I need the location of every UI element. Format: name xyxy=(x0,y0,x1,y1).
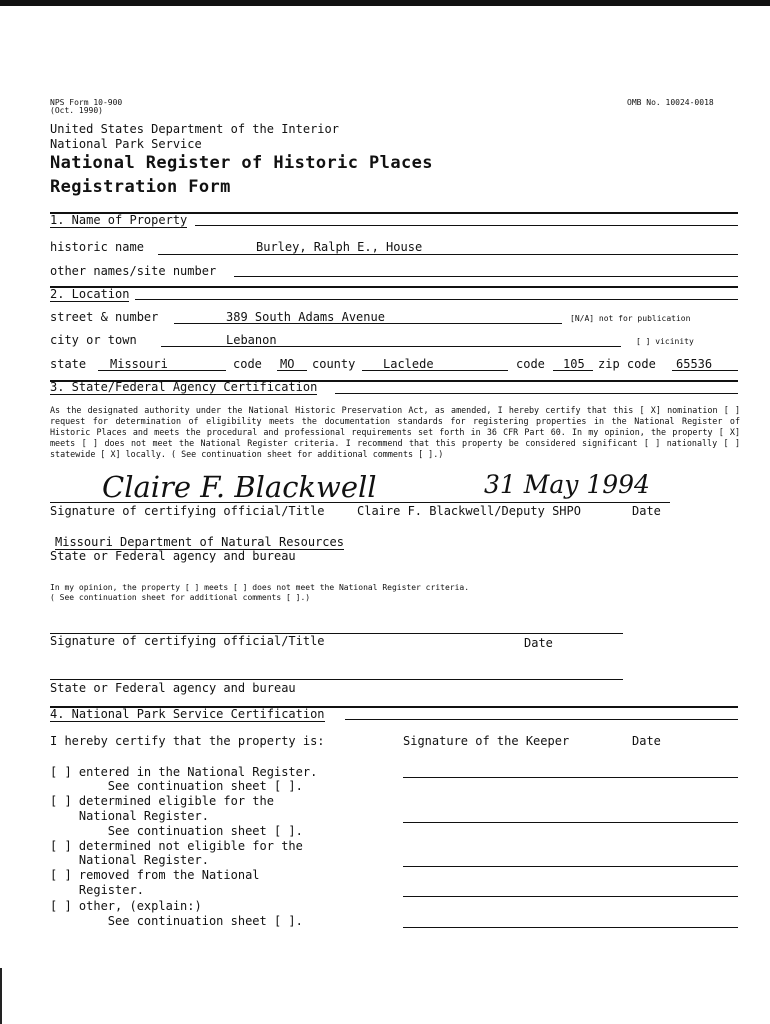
checkbox-eligible: [ ] determined eligible for the xyxy=(50,794,274,808)
keeper-signature-label: Signature of the Keeper xyxy=(403,734,570,748)
section-3-heading: 3. State/Federal Agency Certification xyxy=(50,380,318,394)
section-2-heading: 2. Location xyxy=(50,287,130,301)
form-date: (Oct. 1990) xyxy=(50,106,103,115)
not-eligible-line2: National Register. xyxy=(50,853,209,867)
handwritten-signature: Claire F. Blackwell xyxy=(102,470,377,504)
section-rule xyxy=(345,719,738,720)
opinion-line2: ( See continuation sheet for additional comments [ ].) xyxy=(50,593,311,602)
state-value: Missouri xyxy=(110,357,168,371)
city-town-value: Lebanon xyxy=(226,333,277,347)
signature-official-label: Signature of certifying official/Title xyxy=(50,504,325,518)
agency-name: Missouri Department of Natural Resources xyxy=(55,535,344,549)
removed-line2: Register. xyxy=(50,883,144,897)
section-4-heading: 4. National Park Service Certification xyxy=(50,707,325,721)
continuation-1: See continuation sheet [ ]. xyxy=(50,779,303,793)
keeper-line-3 xyxy=(403,866,738,867)
keeper-line-2 xyxy=(403,822,738,823)
code-label: code xyxy=(233,357,262,371)
section-1-heading: 1. Name of Property xyxy=(50,213,188,227)
section-rule xyxy=(195,225,738,226)
continuation-5: See continuation sheet [ ]. xyxy=(50,914,303,928)
date-label: Date xyxy=(632,504,661,518)
checkbox-other: [ ] other, (explain:) xyxy=(50,899,202,913)
section-rule xyxy=(50,286,738,288)
handwritten-date: 31 May 1994 xyxy=(484,470,650,499)
agency-label-2: State or Federal agency and bureau xyxy=(50,681,296,695)
certify-statement: I hereby certify that the property is: xyxy=(50,734,325,748)
date-label-2: Date xyxy=(524,636,553,650)
historic-name-label: historic name xyxy=(50,240,144,254)
omb-number: OMB No. 10024-0018 xyxy=(627,98,714,107)
keeper-line-1 xyxy=(403,777,738,778)
county-code-value: 105 xyxy=(563,357,585,371)
signature-line xyxy=(50,502,670,503)
other-names-label: other names/site number xyxy=(50,264,217,278)
state-code-value: MO xyxy=(280,357,295,371)
keeper-line-4 xyxy=(403,896,738,897)
street-number-label: street & number xyxy=(50,310,159,324)
not-for-publication: [N/A] not for publication xyxy=(570,314,691,323)
certifying-official-name: Claire F. Blackwell/Deputy SHPO xyxy=(357,504,581,518)
section-rule xyxy=(135,299,738,300)
checkbox-removed: [ ] removed from the National xyxy=(50,868,260,882)
section-rule xyxy=(335,393,738,394)
state-label: state xyxy=(50,357,87,371)
form-title-line2: Registration Form xyxy=(50,177,231,197)
keeper-date-label: Date xyxy=(632,734,661,748)
scan-top-border xyxy=(0,0,770,6)
vicinity-label: [ ] vicinity xyxy=(636,337,694,346)
certification-paragraph: As the designated authority under the National Historic Preservation Act, as amended, I hereby certify that this [ X] nomination [ ] request for determination of eligibility meets the documentation standards for registering properties in the National Register of Historic Places and meets the procedural and professional requirements set forth in 36 CFR Part 60. In my opinion, the property [ X] meets [ ] does not meet the National Register criteria. I recommend that this property be considered significant [ ] nationally [ ] statewide [ X] locally. ( See continuation sheet for additional comments [ ].) xyxy=(50,405,740,459)
checkbox-entered: [ ] entered in the National Register. xyxy=(50,765,318,779)
service-name: National Park Service xyxy=(50,137,202,151)
keeper-line-5 xyxy=(403,927,738,928)
signature-official-label-2: Signature of certifying official/Title xyxy=(50,634,325,648)
city-town-label: city or town xyxy=(50,333,137,347)
checkbox-not-eligible: [ ] determined not eligible for the xyxy=(50,839,303,853)
zip-code-value: 65536 xyxy=(676,357,713,371)
form-title-line1: National Register of Historic Places xyxy=(50,153,433,173)
agency-label: State or Federal agency and bureau xyxy=(50,549,296,563)
county-code-label: code xyxy=(516,357,545,371)
other-names-field xyxy=(234,276,738,277)
historic-name-field: Burley, Ralph E., House xyxy=(158,240,738,255)
opinion-line1: In my opinion, the property [ ] meets [ ] does not meet the National Register criteria. xyxy=(50,583,470,592)
zip-code-label: zip code xyxy=(598,357,656,371)
eligible-line2: National Register. xyxy=(50,809,209,823)
agency-line xyxy=(50,679,623,680)
county-value: Laclede xyxy=(383,357,434,371)
department-name: United States Department of the Interior xyxy=(50,122,339,136)
continuation-2: See continuation sheet [ ]. xyxy=(50,824,303,838)
scan-left-border xyxy=(0,968,2,1024)
street-number-value: 389 South Adams Avenue xyxy=(226,310,385,324)
form-number: NPS Form 10-900 xyxy=(50,98,123,107)
county-label: county xyxy=(312,357,356,371)
